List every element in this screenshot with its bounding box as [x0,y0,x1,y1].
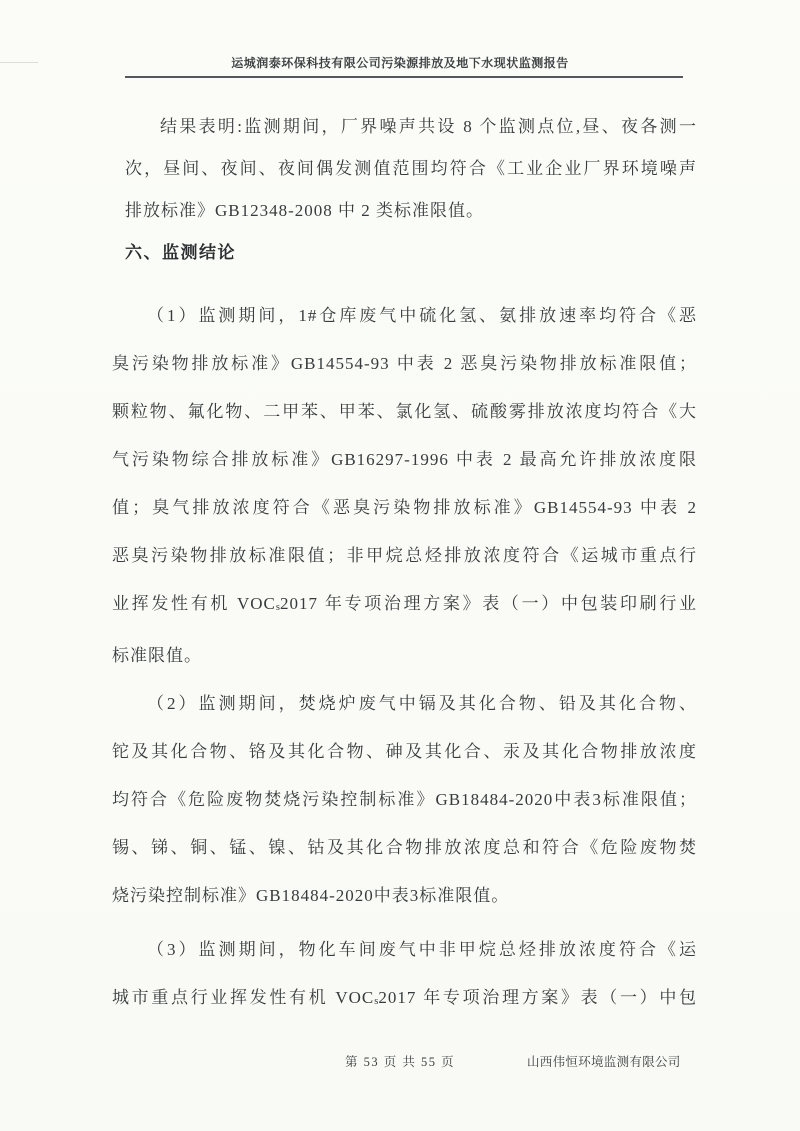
text-line: 臭污染物排放标准》GB14554-93 中表 2 恶臭污染物排放标准限值； [112,354,697,373]
page-header-title: 运城润泰环保科技有限公司污染源排放及地下水现状监测报告 [231,56,569,70]
conclusion-paragraph-2 [112,680,697,920]
intro-paragraph [112,106,697,232]
text-line: 气污染物综合排放标准》GB16297-1996 中表 2 最高允许排放浓度限 [112,450,697,469]
subscript-text: s [275,602,280,613]
document-body [112,106,697,1026]
text-line: 次，昼间、夜间、夜间偶发测值范围均符合《工业企业厂界环境噪声 [125,159,697,178]
text-line: 排放标准》GB12348-2008 中 2 类标准限值。 [125,201,485,220]
text-line: 标准限值。 [112,646,202,665]
section-heading: 六、监测结论 [125,243,236,262]
text-line: （1）监测期间，1#仓库废气中硫化氢、氨排放速率均符合《恶 [147,306,697,325]
footer-page-number: 第 53 页 共 55 页 [345,1055,456,1069]
text-line: 烧污染控制标准》GB18484-2020中表3标准限值。 [112,886,510,905]
text-line: 结果表明:监测期间，厂界噪声共设 8 个监测点位,昼、夜各测一 [160,117,697,136]
text-line: 颗粒物、氟化物、二甲苯、甲苯、氯化氢、硫酸雾排放浓度均符合《大 [112,402,697,421]
conclusion-paragraph-3 [112,926,697,1026]
text-line: 业挥发性有机 VOCs2017 年专项治理方案》表（一）中包装印刷行业 [112,594,697,613]
text-line: 值；臭气排放浓度符合《恶臭污染物排放标准》GB14554-93 中表 2 [112,498,697,517]
subscript-text: s [374,996,379,1007]
text-line: 铊及其化合物、铬及其化合物、砷及其化合、汞及其化合物排放浓度 [112,742,697,761]
text-line: （2）监测期间，焚烧炉废气中镉及其化合物、铅及其化合物、 [147,694,697,713]
text-line: 恶臭污染物排放标准限值；非甲烷总烃排放浓度符合《运城市重点行 [112,546,697,565]
text-line: （3）监测期间，物化车间废气中非甲烷总烃排放浓度符合《运 [147,940,697,959]
text-line: 锡、锑、铜、锰、镍、钴及其化合物排放浓度总和符合《危险废物焚 [112,838,697,857]
header-divider [125,76,683,78]
text-line: 城市重点行业挥发性有机 VOCs2017 年专项治理方案》表（一）中包 [112,988,698,1007]
conclusion-paragraph-1 [112,292,697,680]
text-line: 均符合《危险废物焚烧污染控制标准》GB18484-2020中表3标准限值； [112,790,697,809]
footer-company-name: 山西伟恒环境监测有限公司 [527,1055,681,1069]
